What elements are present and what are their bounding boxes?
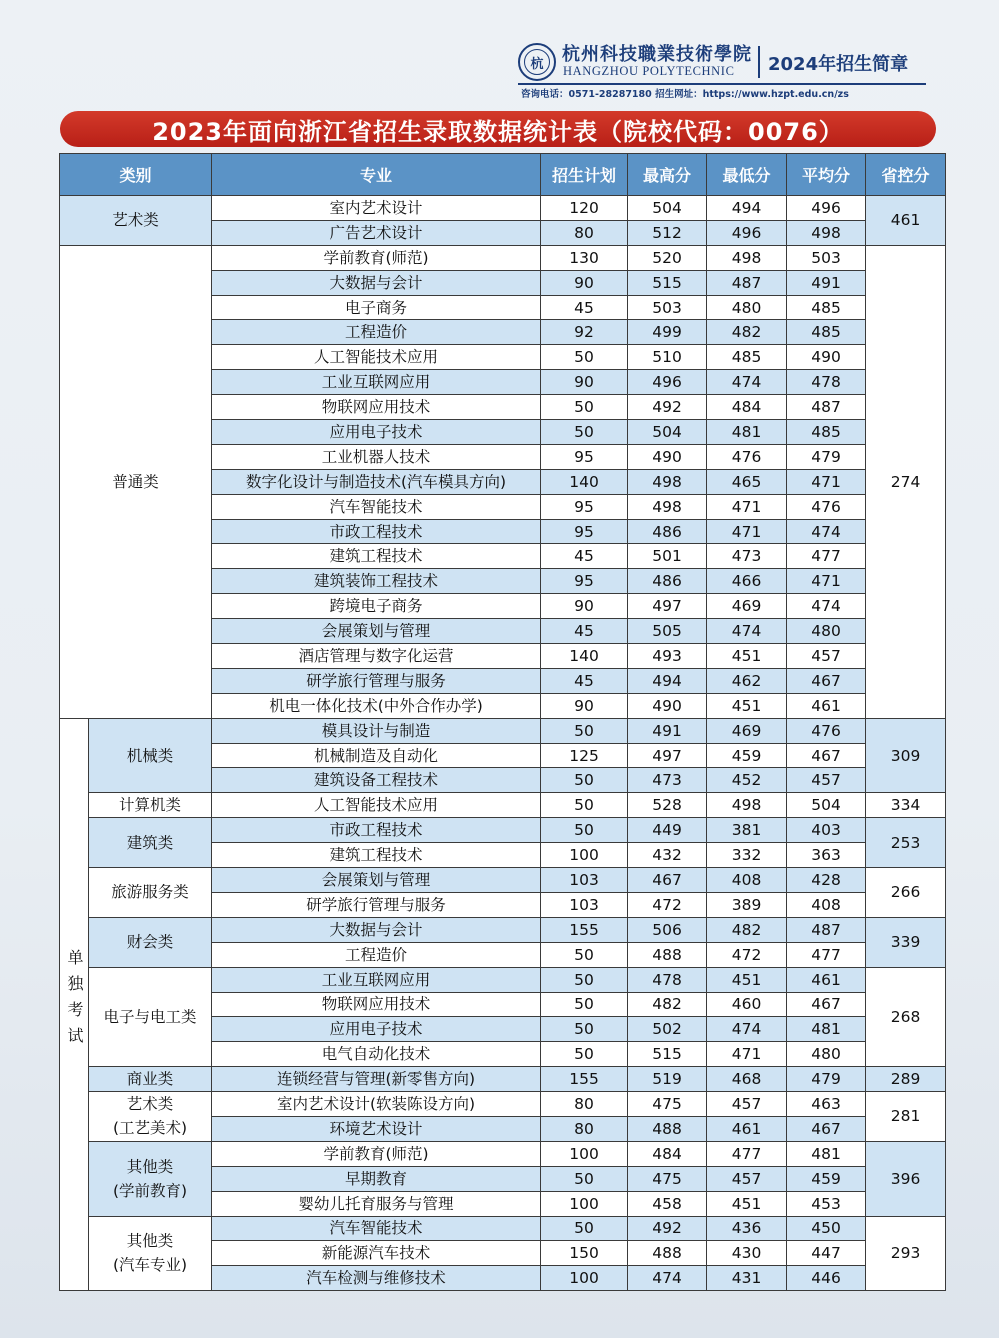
plan-cell: 92 [541,320,628,345]
major-cell: 会展策划与管理 [212,868,541,893]
min-score-cell: 471 [707,494,787,519]
max-score-cell: 499 [628,320,707,345]
major-cell: 连锁经营与管理(新零售方向) [212,1067,541,1092]
min-score-cell: 494 [707,196,787,221]
header-divider [758,46,760,78]
plan-cell: 50 [541,345,628,370]
min-score-cell: 469 [707,594,787,619]
major-cell: 应用电子技术 [212,420,541,445]
max-score-cell: 484 [628,1141,707,1166]
table-row [60,868,946,893]
major-cell: 工程造价 [212,942,541,967]
max-score-cell: 497 [628,594,707,619]
major-cell: 物联网应用技术 [212,992,541,1017]
category-cell: 机械类 [89,718,212,793]
major-cell: 研学旅行管理与服务 [212,892,541,917]
avg-score-cell: 447 [787,1241,866,1266]
plan-cell: 90 [541,270,628,295]
max-score-cell: 528 [628,793,707,818]
avg-score-cell: 476 [787,718,866,743]
major-cell: 物联网应用技术 [212,395,541,420]
plan-cell: 50 [541,967,628,992]
major-cell: 环境艺术设计 [212,1116,541,1141]
avg-score-cell: 474 [787,594,866,619]
category-cell: 其他类 (学前教育) [89,1141,212,1216]
school-name-en: HANGZHOU POLYTECHNIC [563,64,735,78]
major-cell: 工业机器人技术 [212,444,541,469]
plan-cell: 140 [541,469,628,494]
school-logo-icon [518,43,556,81]
control-score-cell: 281 [866,1092,946,1142]
plan-cell: 95 [541,494,628,519]
avg-score-cell: 450 [787,1216,866,1241]
avg-score-cell: 471 [787,469,866,494]
max-score-cell: 498 [628,494,707,519]
plan-cell: 140 [541,644,628,669]
min-score-cell: 496 [707,220,787,245]
category-cell: 艺术类 [60,196,212,246]
category-cell: 旅游服务类 [89,868,212,918]
major-cell: 汽车检测与维修技术 [212,1266,541,1291]
major-cell: 工程造价 [212,320,541,345]
category-cell: 计算机类 [89,793,212,818]
major-cell: 早期教育 [212,1166,541,1191]
avg-score-cell: 408 [787,892,866,917]
major-cell: 建筑工程技术 [212,544,541,569]
avg-score-cell: 491 [787,270,866,295]
min-score-cell: 484 [707,395,787,420]
avg-score-cell: 481 [787,1017,866,1042]
min-score-cell: 474 [707,619,787,644]
major-cell: 数字化设计与制造技术(汽车模具方向) [212,469,541,494]
avg-score-cell: 457 [787,644,866,669]
avg-score-cell: 467 [787,1116,866,1141]
control-score-cell: 268 [866,967,946,1067]
avg-score-cell: 403 [787,818,866,843]
max-score-cell: 467 [628,868,707,893]
max-score-cell: 493 [628,644,707,669]
major-cell: 大数据与会计 [212,270,541,295]
plan-cell: 100 [541,843,628,868]
table-body [60,196,946,1291]
max-score-cell: 494 [628,668,707,693]
min-score-cell: 436 [707,1216,787,1241]
major-cell: 研学旅行管理与服务 [212,668,541,693]
plan-cell: 95 [541,444,628,469]
max-score-cell: 515 [628,270,707,295]
avg-score-cell: 471 [787,569,866,594]
major-cell: 机械制造及自动化 [212,743,541,768]
plan-cell: 80 [541,220,628,245]
major-cell: 学前教育(师范) [212,245,541,270]
plan-cell: 130 [541,245,628,270]
plan-cell: 80 [541,1092,628,1117]
plan-cell: 50 [541,395,628,420]
plan-cell: 100 [541,1191,628,1216]
max-score-cell: 488 [628,942,707,967]
major-cell: 电气自动化技术 [212,1042,541,1067]
table-row [60,1067,946,1092]
plan-cell: 95 [541,519,628,544]
min-score-cell: 476 [707,444,787,469]
control-score-cell: 396 [866,1141,946,1216]
control-score-cell: 266 [866,868,946,918]
major-cell: 学前教育(师范) [212,1141,541,1166]
table-title-banner [60,111,936,147]
page-header [518,40,928,100]
major-cell: 新能源汽车技术 [212,1241,541,1266]
major-cell: 工业互联网应用 [212,370,541,395]
category-cell: 普通类 [60,245,212,718]
plan-cell: 50 [541,793,628,818]
header-major: 专业 [212,154,541,196]
category-cell: 财会类 [89,917,212,967]
min-score-cell: 389 [707,892,787,917]
table-row [60,967,946,992]
max-score-cell: 512 [628,220,707,245]
control-score-cell: 253 [866,818,946,868]
avg-score-cell: 428 [787,868,866,893]
major-cell: 工业互联网应用 [212,967,541,992]
brochure-title: 2024年招生简章 [768,54,909,75]
avg-score-cell: 485 [787,420,866,445]
table-row [60,1216,946,1241]
max-score-cell: 474 [628,1266,707,1291]
max-score-cell: 492 [628,1216,707,1241]
max-score-cell: 432 [628,843,707,868]
control-score-cell: 289 [866,1067,946,1092]
major-cell: 建筑装饰工程技术 [212,569,541,594]
min-score-cell: 487 [707,270,787,295]
plan-cell: 90 [541,594,628,619]
max-score-cell: 486 [628,519,707,544]
max-score-cell: 510 [628,345,707,370]
table-row [60,793,946,818]
avg-score-cell: 477 [787,544,866,569]
max-score-cell: 449 [628,818,707,843]
table-row [60,1141,946,1166]
major-cell: 酒店管理与数字化运营 [212,644,541,669]
plan-cell: 90 [541,693,628,718]
category-cell: 电子与电工类 [89,967,212,1067]
min-score-cell: 451 [707,967,787,992]
major-cell: 跨境电子商务 [212,594,541,619]
plan-cell: 125 [541,743,628,768]
independent-exam-label [60,718,89,1290]
table-header-row [60,154,946,196]
major-cell: 人工智能技术应用 [212,345,541,370]
plan-cell: 50 [541,942,628,967]
header-plan: 招生计划 [541,154,628,196]
min-score-cell: 452 [707,768,787,793]
min-score-cell: 474 [707,1017,787,1042]
major-cell: 市政工程技术 [212,818,541,843]
major-cell: 室内艺术设计 [212,196,541,221]
avg-score-cell: 479 [787,1067,866,1092]
table-row [60,718,946,743]
min-score-cell: 480 [707,295,787,320]
plan-cell: 50 [541,718,628,743]
plan-cell: 100 [541,1266,628,1291]
plan-cell: 45 [541,544,628,569]
school-name-cn: 杭州科技職業技術學院 [562,44,752,65]
avg-score-cell: 480 [787,619,866,644]
min-score-cell: 332 [707,843,787,868]
major-cell: 汽车智能技术 [212,494,541,519]
category-cell: 其他类 (汽车专业) [89,1216,212,1291]
avg-score-cell: 498 [787,220,866,245]
plan-cell: 155 [541,1067,628,1092]
avg-score-cell: 487 [787,395,866,420]
max-score-cell: 505 [628,619,707,644]
max-score-cell: 472 [628,892,707,917]
plan-cell: 103 [541,868,628,893]
max-score-cell: 504 [628,196,707,221]
plan-cell: 45 [541,619,628,644]
major-cell: 机电一体化技术(中外合作办学) [212,693,541,718]
plan-cell: 50 [541,1017,628,1042]
max-score-cell: 520 [628,245,707,270]
max-score-cell: 491 [628,718,707,743]
max-score-cell: 475 [628,1092,707,1117]
max-score-cell: 475 [628,1166,707,1191]
avg-score-cell: 476 [787,494,866,519]
min-score-cell: 485 [707,345,787,370]
avg-score-cell: 363 [787,843,866,868]
min-score-cell: 471 [707,519,787,544]
max-score-cell: 490 [628,444,707,469]
avg-score-cell: 487 [787,917,866,942]
avg-score-cell: 496 [787,196,866,221]
min-score-cell: 474 [707,370,787,395]
max-score-cell: 473 [628,768,707,793]
max-score-cell: 506 [628,917,707,942]
min-score-cell: 498 [707,793,787,818]
min-score-cell: 451 [707,693,787,718]
max-score-cell: 490 [628,693,707,718]
avg-score-cell: 503 [787,245,866,270]
major-cell: 市政工程技术 [212,519,541,544]
avg-score-cell: 481 [787,1141,866,1166]
avg-score-cell: 479 [787,444,866,469]
avg-score-cell: 485 [787,320,866,345]
major-cell: 婴幼儿托育服务与管理 [212,1191,541,1216]
independent-exam-text: 单独考试 [65,949,84,1054]
logo-mark: 杭 [524,49,550,75]
admission-score-table [59,153,946,1291]
major-cell: 模具设计与制造 [212,718,541,743]
major-cell: 建筑设备工程技术 [212,768,541,793]
table-title: 2023年面向浙江省招生录取数据统计表（院校代码：0076） [152,117,844,146]
control-score-cell: 334 [866,793,946,818]
table-row [60,1092,946,1117]
table-row [60,818,946,843]
max-score-cell: 515 [628,1042,707,1067]
table-row [60,917,946,942]
min-score-cell: 466 [707,569,787,594]
major-cell: 应用电子技术 [212,1017,541,1042]
major-cell: 电子商务 [212,295,541,320]
contact-info: 咨询电话：0571-28287180 招生网址：https://www.hzpt.edu.cn/zs [521,89,849,100]
min-score-cell: 451 [707,1191,787,1216]
category-cell: 艺术类 (工艺美术) [89,1092,212,1142]
avg-score-cell: 446 [787,1266,866,1291]
avg-score-cell: 461 [787,693,866,718]
header-rule [518,83,926,85]
avg-score-cell: 480 [787,1042,866,1067]
avg-score-cell: 477 [787,942,866,967]
max-score-cell: 504 [628,420,707,445]
min-score-cell: 457 [707,1166,787,1191]
plan-cell: 45 [541,295,628,320]
min-score-cell: 469 [707,718,787,743]
control-score-cell: 309 [866,718,946,793]
major-cell: 会展策划与管理 [212,619,541,644]
plan-cell: 95 [541,569,628,594]
plan-cell: 120 [541,196,628,221]
plan-cell: 50 [541,1166,628,1191]
major-cell: 人工智能技术应用 [212,793,541,818]
max-score-cell: 498 [628,469,707,494]
max-score-cell: 482 [628,992,707,1017]
plan-cell: 100 [541,1141,628,1166]
major-cell: 汽车智能技术 [212,1216,541,1241]
min-score-cell: 481 [707,420,787,445]
category-cell: 建筑类 [89,818,212,868]
table-row [60,196,946,221]
category-cell: 商业类 [89,1067,212,1092]
max-score-cell: 458 [628,1191,707,1216]
plan-cell: 50 [541,1216,628,1241]
min-score-cell: 431 [707,1266,787,1291]
avg-score-cell: 504 [787,793,866,818]
header-max: 最高分 [628,154,707,196]
max-score-cell: 478 [628,967,707,992]
max-score-cell: 501 [628,544,707,569]
header-category: 类别 [60,154,212,196]
avg-score-cell: 467 [787,992,866,1017]
max-score-cell: 488 [628,1116,707,1141]
avg-score-cell: 463 [787,1092,866,1117]
plan-cell: 80 [541,1116,628,1141]
avg-score-cell: 459 [787,1166,866,1191]
header-avg: 平均分 [787,154,866,196]
plan-cell: 103 [541,892,628,917]
plan-cell: 50 [541,818,628,843]
control-score-cell: 274 [866,245,946,718]
min-score-cell: 381 [707,818,787,843]
max-score-cell: 503 [628,295,707,320]
min-score-cell: 465 [707,469,787,494]
avg-score-cell: 461 [787,967,866,992]
plan-cell: 50 [541,768,628,793]
max-score-cell: 486 [628,569,707,594]
min-score-cell: 471 [707,1042,787,1067]
min-score-cell: 459 [707,743,787,768]
min-score-cell: 482 [707,320,787,345]
control-score-cell: 461 [866,196,946,246]
min-score-cell: 430 [707,1241,787,1266]
max-score-cell: 496 [628,370,707,395]
plan-cell: 90 [541,370,628,395]
major-cell: 建筑工程技术 [212,843,541,868]
min-score-cell: 457 [707,1092,787,1117]
min-score-cell: 451 [707,644,787,669]
plan-cell: 150 [541,1241,628,1266]
avg-score-cell: 453 [787,1191,866,1216]
max-score-cell: 492 [628,395,707,420]
min-score-cell: 461 [707,1116,787,1141]
max-score-cell: 519 [628,1067,707,1092]
min-score-cell: 472 [707,942,787,967]
max-score-cell: 497 [628,743,707,768]
avg-score-cell: 467 [787,743,866,768]
avg-score-cell: 478 [787,370,866,395]
avg-score-cell: 474 [787,519,866,544]
avg-score-cell: 467 [787,668,866,693]
table-row [60,245,946,270]
major-cell: 室内艺术设计(软装陈设方向) [212,1092,541,1117]
avg-score-cell: 457 [787,768,866,793]
plan-cell: 155 [541,917,628,942]
avg-score-cell: 490 [787,345,866,370]
plan-cell: 50 [541,992,628,1017]
min-score-cell: 473 [707,544,787,569]
min-score-cell: 468 [707,1067,787,1092]
major-cell: 广告艺术设计 [212,220,541,245]
min-score-cell: 482 [707,917,787,942]
plan-cell: 45 [541,668,628,693]
major-cell: 大数据与会计 [212,917,541,942]
max-score-cell: 502 [628,1017,707,1042]
header-min: 最低分 [707,154,787,196]
min-score-cell: 498 [707,245,787,270]
min-score-cell: 477 [707,1141,787,1166]
header-control: 省控分 [866,154,946,196]
control-score-cell: 339 [866,917,946,967]
min-score-cell: 460 [707,992,787,1017]
plan-cell: 50 [541,1042,628,1067]
min-score-cell: 408 [707,868,787,893]
plan-cell: 50 [541,420,628,445]
min-score-cell: 462 [707,668,787,693]
avg-score-cell: 485 [787,295,866,320]
max-score-cell: 488 [628,1241,707,1266]
control-score-cell: 293 [866,1216,946,1291]
